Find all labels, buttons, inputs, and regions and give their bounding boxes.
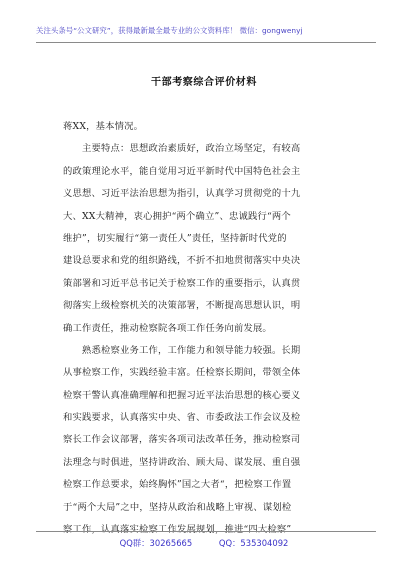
paragraph-work-ability [63,340,353,542]
text-line: 彻落实上级检察机关的决策部署，不断提高思想认识，明 [63,300,301,312]
footer-qq: QQ：535304092 [218,538,289,548]
text-line: 策部署和习近平总书记关于检察工作的重要指示，认真贯 [63,277,301,289]
text-line: 察工作，认真落实检察工作发展规划，推进“四大检察” [63,524,292,536]
footer-qq-group: QQ群：30265665 [119,538,193,548]
paragraph-main-features [63,138,353,340]
text-line: 从事检察工作，实践经验丰富。任检察长期间，带领全体 [63,367,301,379]
text-line: 大、XX大精神，衷心拥护“两个确立”、忠诚践行“两个 [63,210,291,222]
text-line: 检察干警认真准确理解和把握习近平法治思想的核心要义 [63,389,301,401]
text-line: 蒋XX，基本情况。 [63,121,144,132]
text-line: 建设总要求和党的组织路线，不折不扣地贯彻落实中央决 [63,255,301,267]
header-note: 关注头条号“公文研究”，获得最新最全最专业的公文资料库！ 微信：gongwenyj [36,26,303,35]
text-line: 维护”，切实履行“第一责任人”责任，坚持新时代党的 [63,232,287,244]
footer-divider [36,531,376,532]
text-line: 义思想、习近平法治思想为指引，认真学习贯彻党的十九 [63,188,301,200]
document-body [63,116,353,541]
intro-paragraph [63,116,353,138]
text-line: 察长工作会议部署，落实各项司法改革任务，推动检察司 [63,434,301,446]
text-line: 于“两个大局”之中，坚持从政治和战略上审视、谋划检 [63,501,292,513]
text-line: 和实践要求，认真落实中央、省、市委政法工作会议及检 [63,412,301,424]
document-title: 干部考察综合评价材料 [151,77,257,88]
text-line: 的政策理论水平，能自觉用习近平新时代中国特色社会主 [63,165,301,177]
text-line: 确工作责任，推动检察院各项工作任务向前发展。 [63,322,272,334]
footer-contact [0,537,408,549]
header-divider [36,42,376,43]
text-line: 主要特点：思想政治素质好，政治立场坚定，有较高 [82,143,301,155]
text-line: 检察工作总要求，始终胸怀”国之大者“，把检察工作置 [63,479,292,491]
text-line: 熟悉检察业务工作，工作能力和领导能力较强。长期 [82,344,301,356]
text-line: 法理念与时俱进，坚持讲政治、顾大局、谋发展、重自强 [63,456,301,468]
